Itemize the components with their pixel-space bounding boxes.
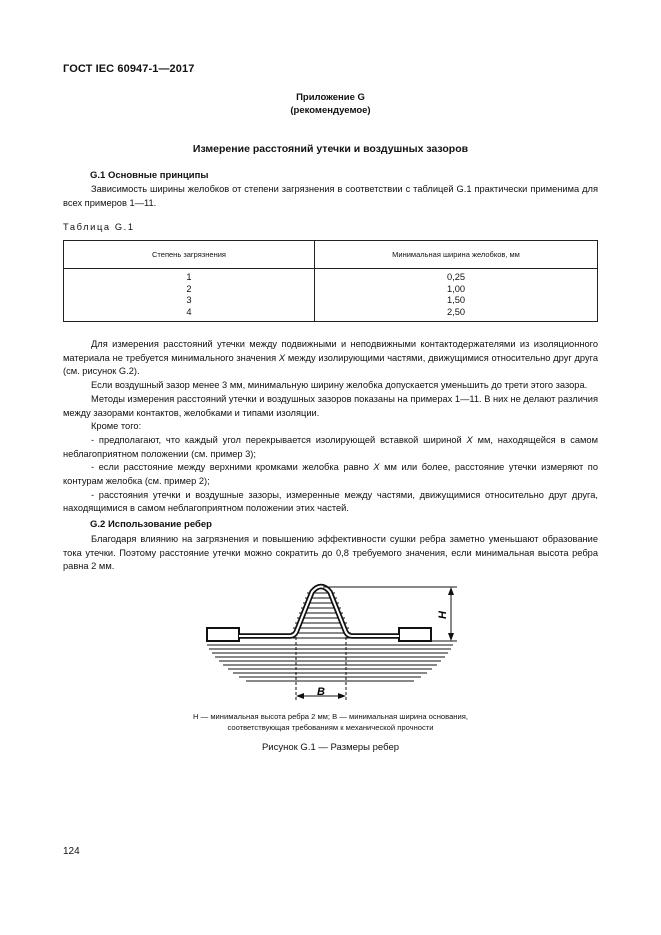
g1-heading: G.1 Основные принципы — [90, 170, 209, 181]
body-paragraph: Кроме того: — [91, 421, 142, 432]
figure-caption: Рисунок G.1 — Размеры ребер — [261, 742, 400, 753]
text-run: - если расстояние между верхними кромками желобка равно — [91, 462, 374, 473]
table-header-cell: Минимальная ширина желобков, мм — [315, 241, 598, 269]
figure-legend — [0, 711, 661, 733]
table-cell: 2,50 — [315, 307, 598, 322]
g2-paragraph — [63, 533, 598, 574]
table-cell: 3 — [64, 295, 315, 307]
annex-subtitle: (рекомендуемое) — [290, 105, 371, 116]
table-cell: 0,25 — [315, 269, 598, 284]
table-cell: 1,50 — [315, 295, 598, 307]
dimension-label-b: B — [317, 686, 325, 698]
table-header-cell: Степень загрязнения — [64, 241, 315, 269]
bullet-item: - расстояния утечки и воздушные зазоры, измеренные между частями, движущимися относительно друг друга, находящимися в самом неблагоприятном положении этих частей. — [63, 489, 598, 514]
body-paragraph: Если воздушный зазор менее 3 мм, минимальную ширину желобка допускается уменьшить до трети этого зазора. — [91, 380, 588, 391]
bullet-item — [63, 434, 598, 461]
annex-title: Приложение G — [296, 92, 365, 103]
standard-header: ГОСТ IEC 60947-1—2017 — [63, 63, 195, 75]
pollution-table — [63, 240, 598, 322]
table-cell: 1 — [64, 269, 315, 284]
table-header-row — [64, 241, 598, 269]
table-row — [64, 295, 598, 307]
g1-intro-paragraph — [63, 183, 598, 210]
rib-dimensions-figure — [195, 575, 475, 705]
variable-x: X — [278, 352, 286, 363]
page-number: 124 — [63, 846, 80, 857]
text-run: мм, находящейся в самом неблагоприятном положении (см. пример 3); — [63, 434, 598, 459]
text-run: между изолирующими частями, движущимися относительно друг друга (см. рисунок G.2). — [63, 352, 598, 377]
table-row — [64, 307, 598, 322]
g2-heading: G.2 Использование ребер — [90, 519, 212, 530]
table-cell: 2 — [64, 284, 315, 296]
table-row — [64, 269, 598, 284]
body-text — [63, 338, 598, 516]
text-run: - предполагают, что каждый угол перекрывается изолирующей вставкой шириной — [91, 434, 467, 445]
table-row — [64, 284, 598, 296]
table-cell: 4 — [64, 307, 315, 322]
g2-text: Благодаря влиянию на загрязнения и повышению эффективности сушки ребра заметно уменьшают образование тока утечки. Поэтому расстояние утечки можно сократить до 0,8 требуемого значения, если минимальная высота ребра равна 2 мм. — [63, 534, 598, 572]
text-run: мм или более, расстояние утечки измеряют по контурам желобка (см. пример 2); — [63, 462, 598, 487]
section-title: Измерение расстояний утечки и воздушных зазоров — [192, 143, 469, 155]
text-run: Для измерения расстояний утечки между подвижными и неподвижными контактодержателями из изоляционного материала не требуется минимального значения — [63, 339, 598, 363]
body-paragraph: Методы измерения расстояний утечки и воздушных зазоров показаны на примерах 1—11. В них не делают различия между зазорами контактов, желобками и типами изоляции. — [63, 393, 598, 418]
legend-line: H — минимальная высота ребра 2 мм; B — минимальная ширина основания, — [193, 712, 468, 721]
variable-x: X — [373, 462, 380, 473]
body-paragraph — [63, 338, 598, 379]
legend-line: соответствующая требованиям к механической прочности — [227, 723, 434, 732]
table-label: Таблица G.1 — [63, 222, 135, 232]
variable-x: X — [466, 434, 473, 445]
table-cell: 1,00 — [315, 284, 598, 296]
bullet-item — [63, 461, 598, 488]
g1-intro-text: Зависимость ширины желобков от степени загрязнения в соответствии с таблицей G.1 практически применима для всех примеров 1—11. — [63, 184, 598, 208]
dimension-label-h: H — [437, 611, 449, 619]
